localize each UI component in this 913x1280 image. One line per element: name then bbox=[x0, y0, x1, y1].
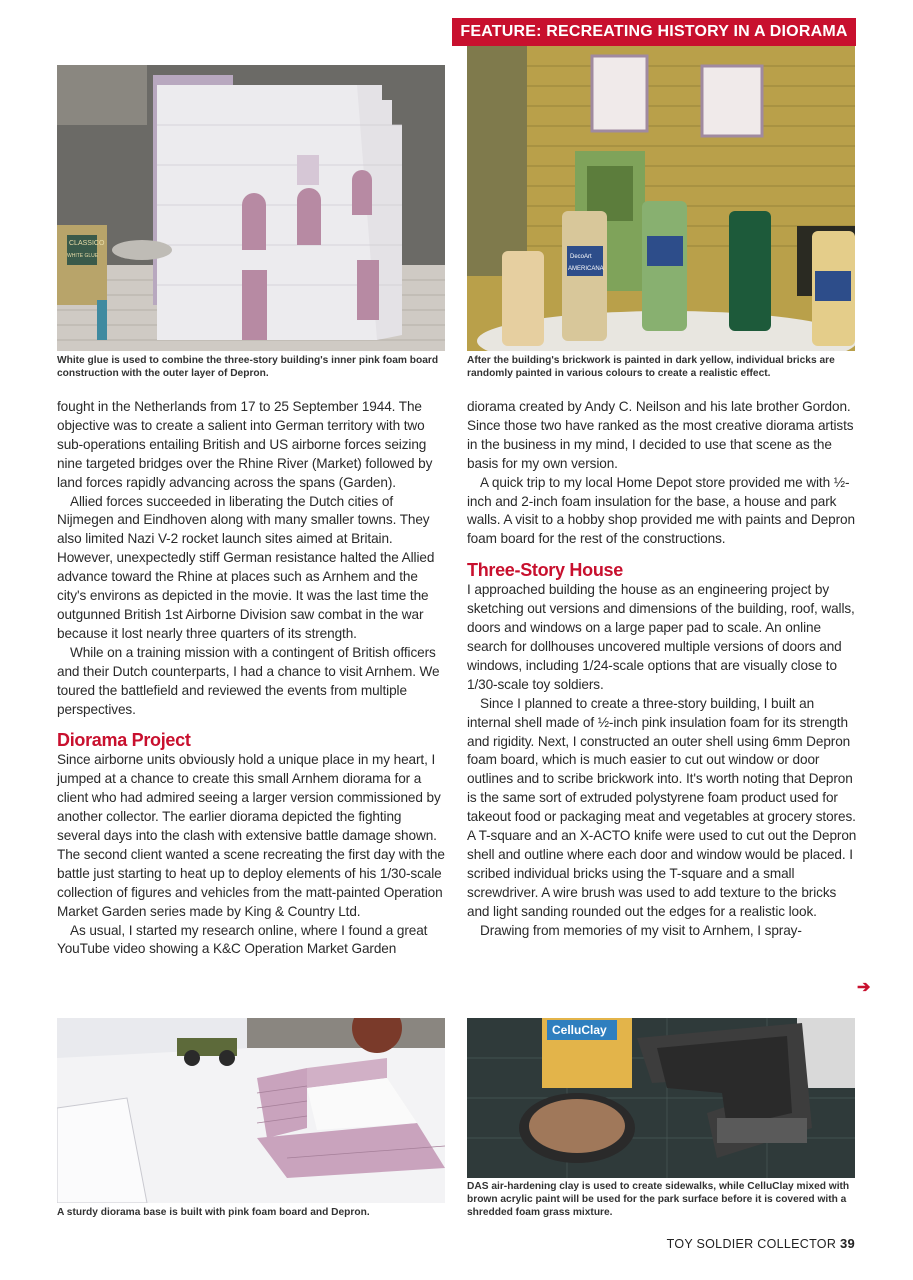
page-footer bbox=[667, 1236, 855, 1251]
publication-name: TOY SOLDIER COLLECTOR bbox=[666, 1237, 837, 1251]
left-paragraph-1: fought in the Netherlands from 17 to 25 September 1944. The objective was to create a salient into German territory with two sub-operations entailing British and US airborne forces seizing nine targeted bridges over the Rhine River (Market) followed by land forces rapidly advancing across the spans (Garden). bbox=[57, 399, 433, 490]
paint-maker-label: DecoArt bbox=[570, 254, 592, 260]
glue-label: CLASSICO bbox=[69, 240, 105, 247]
celluclay-label: CelluClay bbox=[552, 1023, 607, 1037]
caption-top-right: After the building's brickwork is painted in dark yellow, individual bricks are randomly painted in various colours to create a realistic effect. bbox=[467, 355, 835, 379]
caption-bottom-left: A sturdy diorama base is built with pink foam board and Depron. bbox=[57, 1207, 370, 1218]
page-number: 39 bbox=[839, 1236, 855, 1251]
right-column bbox=[467, 398, 857, 940]
right-paragraph-3: I approached building the house as an engineering project by sketching out versions and dimensions of the building, roof, walls, doors and windows on a large paper pad to scale. An online search for dollhouses uncovered multiple versions of doors and windows, including 1/24-scale options that are visually close to 1/30-scale toy soldiers. bbox=[467, 582, 855, 692]
caption-bottom-right: DAS air-hardening clay is used to create sidewalks, while CelluClay mixed with brown acrylic paint will be used for the park surface before it is covered with a shredded foam grass mixture. bbox=[467, 1181, 850, 1218]
right-paragraph-4: Since I planned to create a three-story building, I built an internal shell made of ½-inch pink insulation foam for its strength and rigidity. Next, I constructed an outer shell using 6mm Depron foam board, which is much easier to cut out window or door outlines and to scribe brickwork into. It's worth noting that Depron is the same sort of extruded polystyrene foam product used for takeout food or packaging meat and vegetables at grocery stores. A T-square and an X-ACTO knife were used to cut out the Depron shell and outline where each door and window would be placed. I scribed individual bricks using the T-square and a small screwdriver. A wire brush was used to add texture to the bricks and light sanding rounded out the edges for a realistic look. bbox=[467, 695, 857, 919]
photo-brickwork-paints bbox=[467, 46, 855, 351]
photo-building-glue bbox=[57, 65, 445, 351]
photo-diorama-base bbox=[57, 1018, 445, 1203]
left-paragraph-2: Allied forces succeeded in liberating the Dutch cities of Nijmegen and Eindhoven along with many smaller towns. They also limited Nazi V-2 rocket launch sites aimed at Britain. However, unexpectedly stiff German resistance halted the Allied advance toward the Rhine at places such as Arnhem and the city's environs as depicted in the movie. It was the last time the outgunned British 1st Airborne Division saw combat in the war because it lost nearly three quarters of its strength. bbox=[57, 493, 435, 641]
heading-diorama-project: Diorama Project bbox=[57, 730, 191, 751]
left-paragraph-3: While on a training mission with a contingent of British officers and their Dutch counterparts, I had a chance to visit Arnhem. We toured the battlefield and reviewed the events from multiple perspectives. bbox=[57, 644, 440, 717]
right-paragraph-5: Drawing from memories of my visit to Arnhem, I spray- bbox=[480, 922, 802, 938]
left-column bbox=[57, 398, 447, 959]
feature-banner: FEATURE: RECREATING HISTORY IN A DIORAMA bbox=[452, 18, 856, 46]
glue-sublabel: WHITE GLUE bbox=[67, 253, 99, 259]
right-paragraph-1: diorama created by Andy C. Neilson and his late brother Gordon. Since those two have ranked as the most creative diorama artists in the business in my mind, I decided to use that scene as the basis for my own version. bbox=[467, 399, 854, 471]
heading-three-story-house: Three-Story House bbox=[467, 560, 623, 581]
left-paragraph-4: Since airborne units obviously hold a unique place in my heart, I jumped at a chance to create this small Arnhem diorama for a client who had admired seeing a larger version commissioned by another collector. The earlier diorama depicted the fighting several days into the clash with extensive battle damage shown. The second client wanted a scene recreating the first day with the battle just starting to heat up to deploy elements of his 1/30-scale collection of figures and vehicles from the matt-painted Operation Market Garden series made by King & Country Ltd. bbox=[57, 752, 445, 919]
right-paragraph-2: A quick trip to my local Home Depot store provided me with ½-inch and 2-inch foam insulation for the base, a house and park walls. A visit to a hobby shop provided me with paints and Depron foam board for the rest of the constructions. bbox=[467, 474, 855, 547]
photo-celluclay-sidewalks bbox=[467, 1018, 855, 1178]
paint-brand-label: AMERICANA bbox=[568, 266, 604, 272]
caption-top-left: White glue is used to combine the three-story building's inner pink foam board construction with the outer layer of Depron. bbox=[57, 355, 439, 379]
continue-arrow-icon: ➔ bbox=[857, 979, 871, 996]
left-paragraph-5: As usual, I started my research online, where I found a great YouTube video showing a K&C Operation Market Garden bbox=[57, 922, 428, 957]
